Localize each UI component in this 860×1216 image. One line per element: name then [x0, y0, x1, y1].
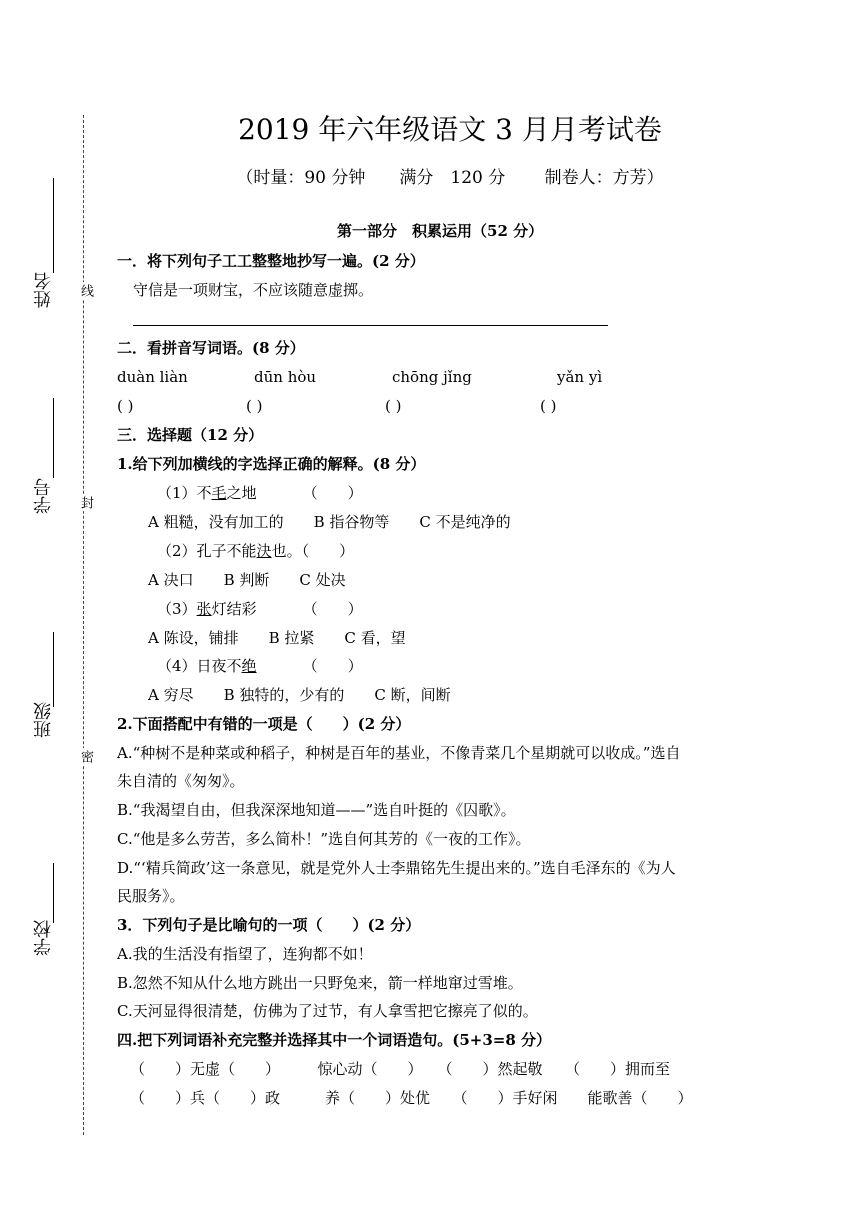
q3-item-2: （2）孔子不能決也。（ ） [157, 542, 355, 560]
q3-item-3-options: A 陈设，铺排 B 拉紧 C 看，望 [148, 629, 406, 647]
seal-mark-line: 线 [78, 284, 93, 297]
q3-sub2-line: B.“我渴望自由，但我深深地知道——”选自叶挺的《囚歌》。 [117, 801, 516, 819]
q3-sub2-line: 朱自清的《匆匆》。 [117, 772, 245, 790]
exam-subtitle: （时量：90 分钟 满分 120 分 制卷人：方芳） [236, 168, 664, 188]
q3-sub2-line: A.“种树不是种菜或种稻子，种树是百年的基业，不像青菜几个星期就可以收成。”选自 [117, 744, 681, 762]
part1-heading: 第一部分 积累运用（52 分） [337, 222, 544, 240]
q3-item-4: （4）日夜不绝 （ ） [157, 657, 363, 675]
q4-row-2: （ ）兵（ ）政 养（ ）处优 （ ）手好闲 能歌善（ ） [130, 1089, 693, 1107]
q2-title: 二．看拼音写词语。(8 分） [117, 339, 305, 357]
q3-sub3-line: B.忽然不知从什么地方跳出一只野兔来，箭一样地窜过雪堆。 [117, 974, 523, 992]
seal-mark-seal: 封 [78, 496, 93, 509]
q3-item-1-options: A 粗糙，没有加工的 B 指谷物等 C 不是纯净的 [148, 513, 511, 531]
q1-sentence: 守信是一项财宝，不应该随意虚掷。 [133, 281, 374, 299]
seal-mark-secret: 密 [78, 750, 93, 763]
class-blank-line [53, 632, 54, 707]
binding-dashed-line [83, 115, 84, 1135]
bracket-4[interactable]: ( ) [540, 397, 557, 415]
q3-item-2-options: A 决口 B 判断 C 处决 [148, 571, 346, 589]
pinyin-2: dūn hòu [254, 368, 317, 386]
id-blank-line [53, 398, 54, 478]
q3-sub3-line: A.我的生活没有指望了，连狗都不如！ [117, 945, 373, 963]
school-blank-line [53, 863, 54, 923]
q3-title: 三．选择题（12 分） [117, 426, 264, 444]
q3-sub1-title: 1.给下列加横线的字选择正确的解释。(8 分） [117, 455, 426, 473]
pinyin-4: yǎn yì [557, 368, 603, 386]
class-label: 班级 [33, 702, 54, 738]
q4-row-1: （ ）无虚（ ） 惊心动（ ） （ ）然起敬 （ ）拥而至 [130, 1060, 671, 1078]
q3-sub2-line: D.“‘精兵简政’这一条意见，就是党外人士李鼎铭先生提出来的。”选自毛泽东的《为人 [117, 859, 676, 877]
q3-item-4-options: A 穷尽 B 独特的，少有的 C 断，间断 [148, 686, 451, 704]
bracket-2[interactable]: ( ) [246, 397, 263, 415]
pinyin-1: duàn liàn [117, 368, 188, 386]
id-label: 学号 [33, 478, 54, 514]
q3-sub2-title: 2.下面搭配中有错的一项是（ ）(2 分） [117, 715, 411, 733]
bracket-1[interactable]: ( ) [117, 397, 134, 415]
q1-title: 一．将下列句子工工整整地抄写一遍。(2 分） [117, 252, 425, 270]
q3-sub3-line: C.天河显得很清楚，仿佛为了过节，有人拿雪把它擦亮了似的。 [117, 1002, 538, 1020]
q3-item-1: （1）不毛之地 （ ） [157, 484, 363, 502]
q3-sub3-title: 3．下列句子是比喻句的一项（ ）(2 分） [117, 916, 421, 934]
exam-title: 2019 年六年级语文 3 月月考试卷 [238, 113, 662, 146]
q4-title: 四.把下列词语补充完整并选择其中一个词语造句。(5+3=8 分） [117, 1031, 551, 1049]
pinyin-3: chōng jǐng [392, 368, 472, 386]
q3-sub2-line: C.“他是多么劳苦，多么简朴！”选自何其芳的《一夜的工作》。 [117, 830, 531, 848]
school-label: 学校 [33, 920, 54, 956]
name-blank-line [53, 178, 54, 273]
q1-answer-line [133, 325, 608, 326]
bracket-3[interactable]: ( ) [385, 397, 402, 415]
q3-item-3: （3）张灯结彩 （ ） [157, 600, 363, 618]
name-label: 姓名 [33, 272, 54, 308]
q3-sub2-line: 民服务》。 [117, 887, 185, 905]
